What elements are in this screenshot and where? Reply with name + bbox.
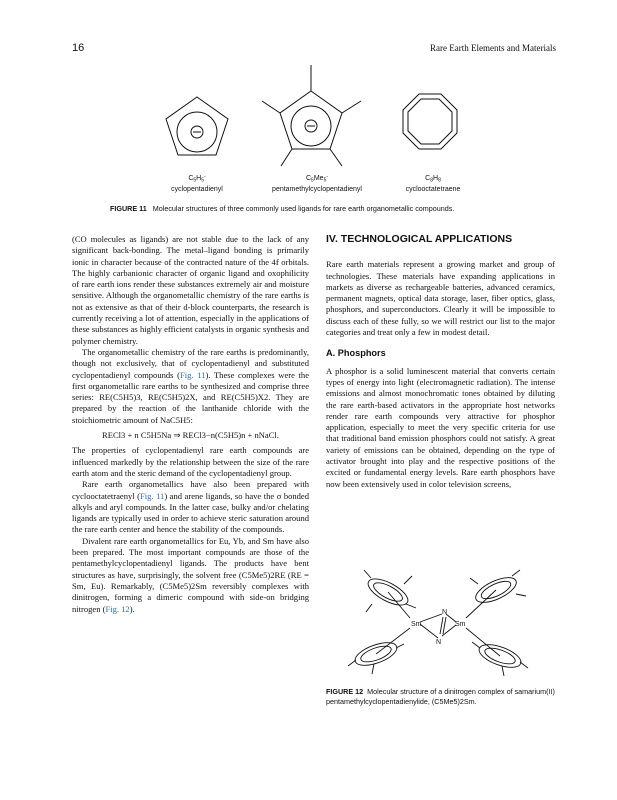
section-heading: IV. TECHNOLOGICAL APPLICATIONS [326,233,513,245]
left-paragraph-4-b: ) and arene ligands, so have the σ bonded alkyls and aryl compounds. In the latter case, bulky and/or chelating ligands are typically used in order to achieve steric saturation around the rare earth center and hence the stability of the compounds. [72,490,309,535]
cot-name: cyclooctatetraene [405,186,461,193]
figure-11 [0,55,617,203]
cpstar-name: pentamethylcyclopentadienyl [272,186,362,193]
figure-12-text: Molecular structure of a dinitrogen complex of samarium(II) pentamethylcyclopentadienylide, (C5Me5)2Sm. [326,687,555,706]
right-column [326,234,555,490]
cp-ring-top-right [466,570,526,618]
left-paragraph-5-a: Divalent rare earth organometallics for Eu, Yb, and Sm have also been prepared. The most important compounds are those of the pentamethylcyclopentadienyl ligands. The products have bent structures as have, surprisingly, the solvent free (C5Me5)2RE (RE = Sm, Eu). Remarkably, (C5Me5)2Sm reversibly complexes with dinitrogen, forming a dimeric compound with side-on bridging nitrogen ( [72,535,309,614]
left-paragraph-5 [72,536,309,615]
cyclooctatetraene-structure [403,94,457,149]
cp-name: cyclopentadienyl [171,186,223,193]
sm-left-label: Sm [411,621,422,628]
left-paragraph-4-a: Rare earth organometallics have also been prepared with cyclooctatetraenyl ( [72,479,309,501]
cp-ring-bottom-left [348,628,410,674]
equation: RECl3 + n C5H5Na ⇒ RECl3−n(C5H5)n + nNaCl. [102,430,279,441]
fig-12-link[interactable]: Fig. 12 [105,603,130,614]
sm-right-label: Sm [455,621,466,628]
left-paragraph-3: The properties of cyclopentadienyl rare earth compounds are influenced markedly by the relationship between the size of the rare earth atom and the steric demand of the cyclopentadienyl group. [72,445,309,478]
fig-11-link[interactable]: Fig. 11 [180,369,206,380]
cyclopentadienyl-structure [166,97,228,155]
pentamethylcyclopentadienyl-structure [262,65,361,166]
dinitrogen-bridge [420,614,456,638]
right-paragraph-2: A phosphor is a solid luminescent material that converts certain types of energy into light (electromagnetic radiation). The intense emissions and almost monochromatic tones obtained by diluting the rare earth-based activators in the appropriate host networks render rare earth compounds very attractive for phosphor application, especially to meet the very specific criteria for use that traditional band emission phosphors could not satisfy. A great variety of emissions can be obtained, depending on the type of activator brought into play and the respective positions of the excited or fundamental energy levels. Rare earth phosphors have now been extensively used in color television screens, [326,365,555,489]
fig-11-link-2[interactable]: Fig. 11 [140,490,165,501]
right-paragraph-1: Rare earth materials represent a growing market and group of technologies. These materials have expanding applications in markets as diverse as rechargeable batteries, advanced ceramics, permanent magnets, optical data storage, laser, fiber optics, glass, phosphors, and superconductors. Clearly it will be impossible to discuss each of these fully, so we will restrict our list to the major categories and treat only a few in modest detail. [326,259,555,338]
n-bottom-label: N [436,639,442,646]
figure-12-label: FIGURE 12 [326,687,364,696]
figure-11-label: FIGURE 11 [110,204,147,213]
left-paragraph-4 [72,479,309,535]
left-paragraph-2-a: The organometallic chemistry of the rare earths is predominantly, though not exclusively, that of cyclopentadienyl and substituted cyclopentadienyl compounds ( [72,346,309,380]
cp-ring-top-left [364,570,416,618]
left-column [72,234,309,615]
running-title: Rare Earth Elements and Materials [430,43,556,53]
figure-12-caption [326,687,555,707]
figure-11-text: Molecular structures of three commonly used ligands for rare earth organometallic compounds. [152,204,455,213]
left-paragraph-2 [72,347,309,426]
left-paragraph-5-b: ). [129,603,135,614]
left-paragraph-2-b: ). These complexes were the first organometallic rare earths to be synthesized and comprise three series: RE(C5H5)3, RE(C5H5)2X, and RE(C5H5)X2. They are prepared by the reaction of the lanthanide chloride with the stoichiometric amount of NaC5H5: [72,369,309,425]
figure-12 [326,562,555,680]
cp-ring-bottom-right [466,628,528,676]
cpstar-formula: $C_5Me_5^-$ [305,173,329,184]
subsection-heading: A. Phosphors [326,348,386,359]
left-paragraph-1: (CO molecules as ligands) are not stable due to the lack of any significant back-bonding. The metal–ligand bonding is primarily ionic in character because of the contracted nature of the 4f orbitals. The highly carbanionic character of organic ligand and oxophilicity of rare earth ions render these substances extremely air and moisture sensitive. Although the organometallic chemistry of the rare earths is not as extensive as that of their d-block counterparts, the research is currently receiving a lot of attention, especially in the applications of these substances as highly efficient catalysts in organic synthesis and polymer chemistry. [72,234,309,346]
cp-formula: $C_5H_5^-$ [188,173,206,184]
figure-11-caption [110,204,530,213]
cot-formula: $C_8H_8$ [425,175,441,184]
n-top-label: N [442,609,448,616]
page-number: 16 [72,42,85,54]
